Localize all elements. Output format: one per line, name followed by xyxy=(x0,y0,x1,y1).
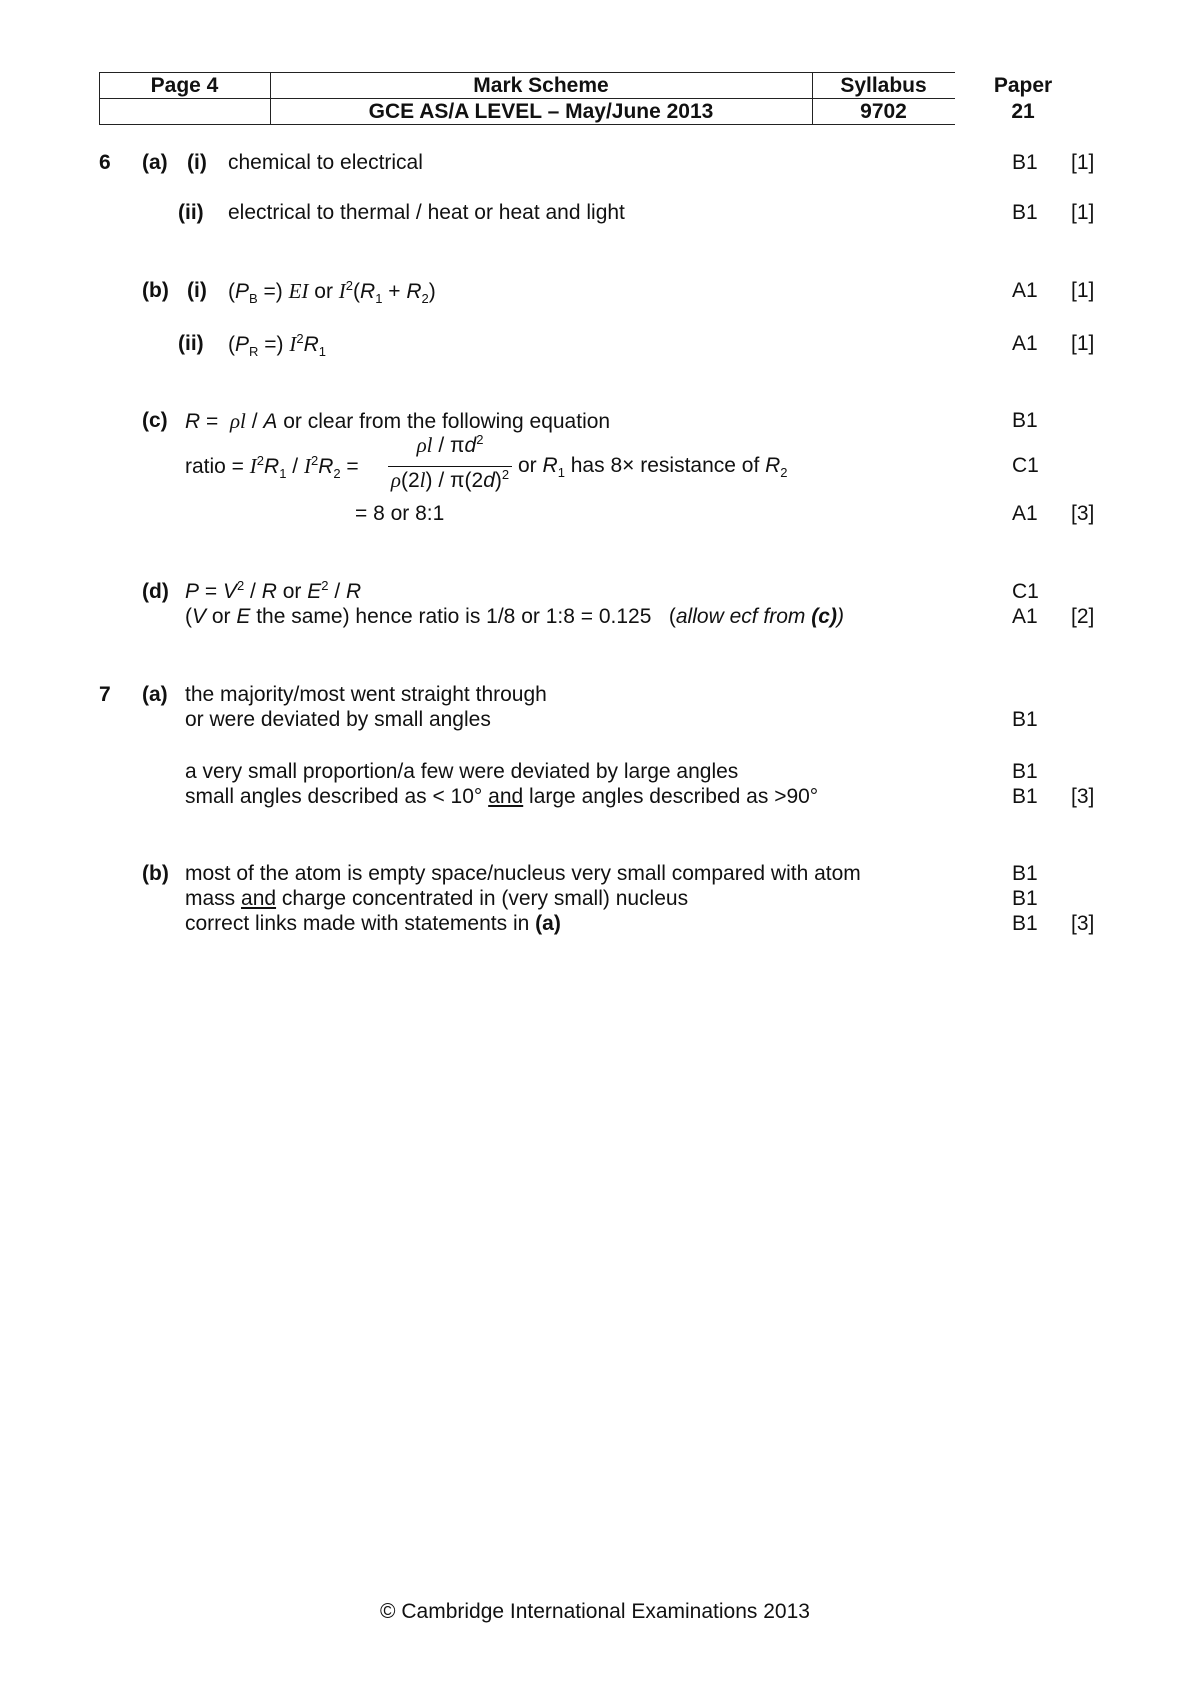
subpart-label: (i) xyxy=(187,279,207,302)
fraction-denominator: $\rho(2l) / \pi(2d)^2$ xyxy=(390,467,510,492)
mark-total: [1] xyxy=(1071,279,1095,302)
mark-code: B1 xyxy=(1012,887,1038,910)
mark-total: [1] xyxy=(1071,151,1095,174)
answer-text: or were deviated by small angles xyxy=(185,708,491,731)
power-ratio-text: (V or E the same) hence ratio is 1/8 or 1:8 = 0.125 (allow ecf from (c)) xyxy=(185,605,844,628)
ratio-expression: ratio = $I^2R_1 / I^2R_2$ = xyxy=(185,453,359,482)
mark-code: C1 xyxy=(1012,580,1039,603)
mark-code: A1 xyxy=(1012,279,1038,302)
mark-total: [3] xyxy=(1071,912,1095,935)
mark-code: A1 xyxy=(1012,332,1038,355)
part-label: (b) xyxy=(142,862,169,885)
mark-code: B1 xyxy=(1012,151,1038,174)
subpart-label: (ii) xyxy=(178,332,204,355)
formula-pr: ($P_R$ =) $I^2R_1$ xyxy=(228,331,326,360)
header-paper-number: 21 xyxy=(1011,100,1035,123)
header-title: Mark Scheme xyxy=(473,74,609,97)
header-rule-bottom xyxy=(99,124,955,125)
footer-copyright: © Cambridge International Examinations 2013 xyxy=(380,1600,810,1623)
header-page: Page 4 xyxy=(150,74,219,97)
mark-code: B1 xyxy=(1012,760,1038,783)
header-syllabus-label: Syllabus xyxy=(840,74,927,97)
part-label: (b) xyxy=(142,279,169,302)
header-paper-label: Paper xyxy=(993,74,1053,97)
mark-code: B1 xyxy=(1012,201,1038,224)
ratio-alternative: or $R_1$ has 8× resistance of $R_2$ xyxy=(518,454,788,481)
answer-text: most of the atom is empty space/nucleus very small compared with atom xyxy=(185,862,861,885)
resistance-formula: R = ρl / A or clear from the following equation xyxy=(185,409,611,433)
answer-text: a very small proportion/a few were deviated by large angles xyxy=(185,760,739,783)
formula-pb: ($P_B$ =) EI or $I^2(R_1 + R_2)$ xyxy=(228,278,436,307)
answer-text: correct links made with statements in (a) xyxy=(185,912,561,935)
mark-code: A1 xyxy=(1012,605,1038,628)
part-label: (a) xyxy=(142,683,168,706)
mark-code: A1 xyxy=(1012,502,1038,525)
header-exam: GCE AS/A LEVEL – May/June 2013 xyxy=(368,100,714,123)
answer-text: the majority/most went straight through xyxy=(185,683,547,706)
answer-text: small angles described as < 10° and large angles described as >90° xyxy=(185,785,819,808)
ratio-result: = 8 or 8:1 xyxy=(355,502,445,525)
part-label: (c) xyxy=(142,409,168,432)
subpart-label: (i) xyxy=(187,151,207,174)
fraction-numerator: ρl / $\pi d^2$ xyxy=(416,432,484,457)
header-syllabus-code: 9702 xyxy=(860,100,907,123)
mark-total: [3] xyxy=(1071,502,1095,525)
part-label: (d) xyxy=(142,580,169,603)
power-formula: $P = V^2 / R$ or $E^2$ / R xyxy=(185,578,362,603)
answer-text: mass and charge concentrated in (very small) nucleus xyxy=(185,887,689,910)
mark-total: [1] xyxy=(1071,332,1095,355)
part-label: (a) xyxy=(142,151,168,174)
mark-code: B1 xyxy=(1012,862,1038,885)
question-number: 7 xyxy=(99,683,111,706)
mark-code: B1 xyxy=(1012,785,1038,808)
mark-code: B1 xyxy=(1012,708,1038,731)
mark-total: [3] xyxy=(1071,785,1095,808)
question-number: 6 xyxy=(99,151,111,174)
header-table xyxy=(99,72,955,125)
subpart-label: (ii) xyxy=(178,201,204,224)
mark-code: C1 xyxy=(1012,454,1039,477)
mark-code: B1 xyxy=(1012,912,1038,935)
mark-total: [1] xyxy=(1071,201,1095,224)
fraction-bar xyxy=(388,466,512,467)
answer-text: chemical to electrical xyxy=(228,151,423,174)
answer-text: electrical to thermal / heat or heat and light xyxy=(228,201,625,224)
mark-total: [2] xyxy=(1071,605,1095,628)
mark-code: B1 xyxy=(1012,409,1038,432)
